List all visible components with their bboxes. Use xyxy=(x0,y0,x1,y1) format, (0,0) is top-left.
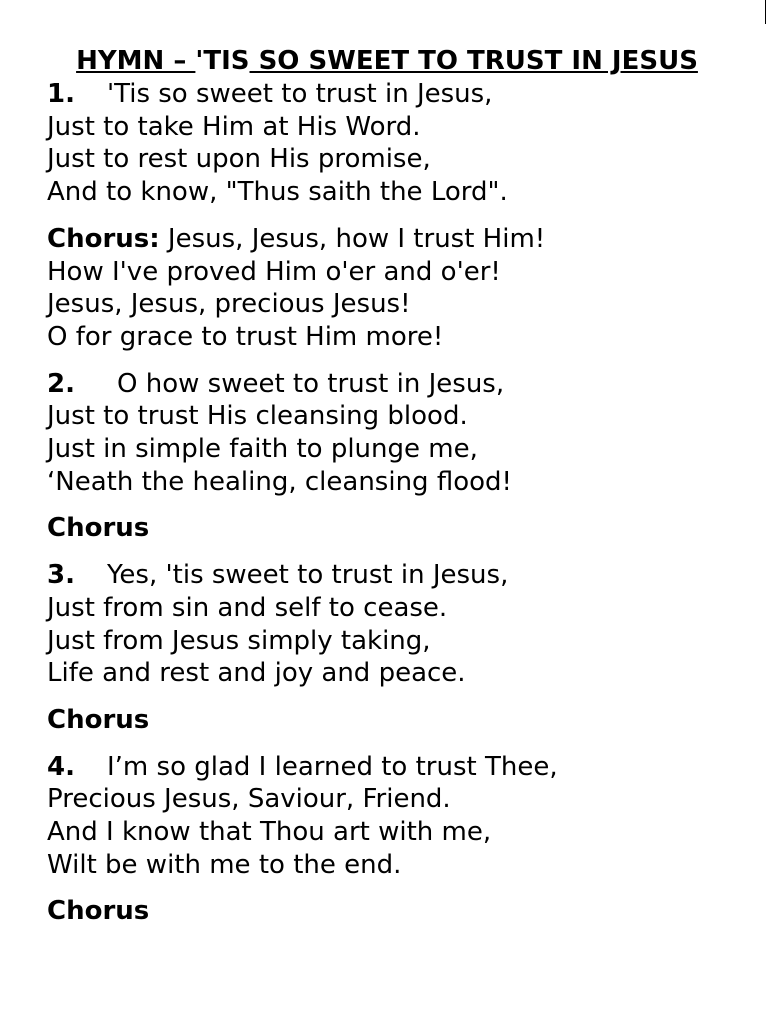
verse-1 xyxy=(47,78,727,209)
verse-4-line-1 xyxy=(47,751,727,784)
lyric-line: And to know, "Thus saith the Lord". xyxy=(47,177,508,208)
lyric-line: Yes, 'tis sweet to trust in Jesus, xyxy=(107,560,509,591)
chorus-reference: Chorus xyxy=(47,896,150,927)
lyric-line: Just to trust His cleansing blood. xyxy=(47,401,468,432)
lyric-line: Wilt be with me to the end. xyxy=(47,849,402,880)
title-tis: 'TIS xyxy=(195,46,250,76)
lyric-line: ‘Neath the healing, cleansing flood! xyxy=(47,466,512,497)
verse-number: 4. xyxy=(47,751,75,782)
lyric-line: And I know that Thou art with me, xyxy=(47,817,492,848)
verse-1-line-1 xyxy=(47,78,727,111)
page-edge-marker xyxy=(765,0,766,24)
chorus xyxy=(47,223,727,354)
lyric-line: Life and rest and joy and peace. xyxy=(47,658,466,689)
lyric-line: Precious Jesus, Saviour, Friend. xyxy=(47,784,451,815)
verse-4 xyxy=(47,751,727,882)
verse-2 xyxy=(47,368,727,499)
lyric-line: O how sweet to trust in Jesus, xyxy=(117,368,505,399)
chorus-reference: Chorus xyxy=(47,513,150,544)
lyric-line: Just in simple faith to plunge me, xyxy=(47,434,478,465)
hymn-title xyxy=(47,44,727,78)
title-rest: SO SWEET TO TRUST IN JESUS xyxy=(249,46,698,76)
hymn-document xyxy=(47,44,727,942)
verse-number: 1. xyxy=(47,79,75,109)
lyric-line: 'Tis so sweet to trust in Jesus, xyxy=(107,79,493,109)
lyric-line: I’m so glad I learned to trust Thee, xyxy=(107,751,558,782)
chorus-label: Chorus: xyxy=(47,223,160,254)
title-prefix: HYMN – xyxy=(76,46,196,76)
lyric-line: Jesus, Jesus, precious Jesus! xyxy=(47,289,411,320)
lyric-line: Just from Jesus simply taking, xyxy=(47,625,431,656)
chorus-reference: Chorus xyxy=(47,704,150,735)
verse-number: 3. xyxy=(47,560,75,591)
lyric-line: Just to take Him at His Word. xyxy=(47,111,421,142)
lyric-line: How I've proved Him o'er and o'er! xyxy=(47,256,501,287)
verse-2-line-1 xyxy=(47,368,727,401)
lyric-line: Just from sin and self to cease. xyxy=(47,592,448,623)
verse-3-line-1 xyxy=(47,559,727,592)
lyric-line: O for grace to trust Him more! xyxy=(47,321,444,352)
lyric-line: Jesus, Jesus, how I trust Him! xyxy=(159,223,546,254)
verse-3 xyxy=(47,559,727,690)
chorus-line-1 xyxy=(47,223,727,256)
verse-number: 2. xyxy=(47,368,75,399)
lyric-line: Just to rest upon His promise, xyxy=(47,144,431,175)
